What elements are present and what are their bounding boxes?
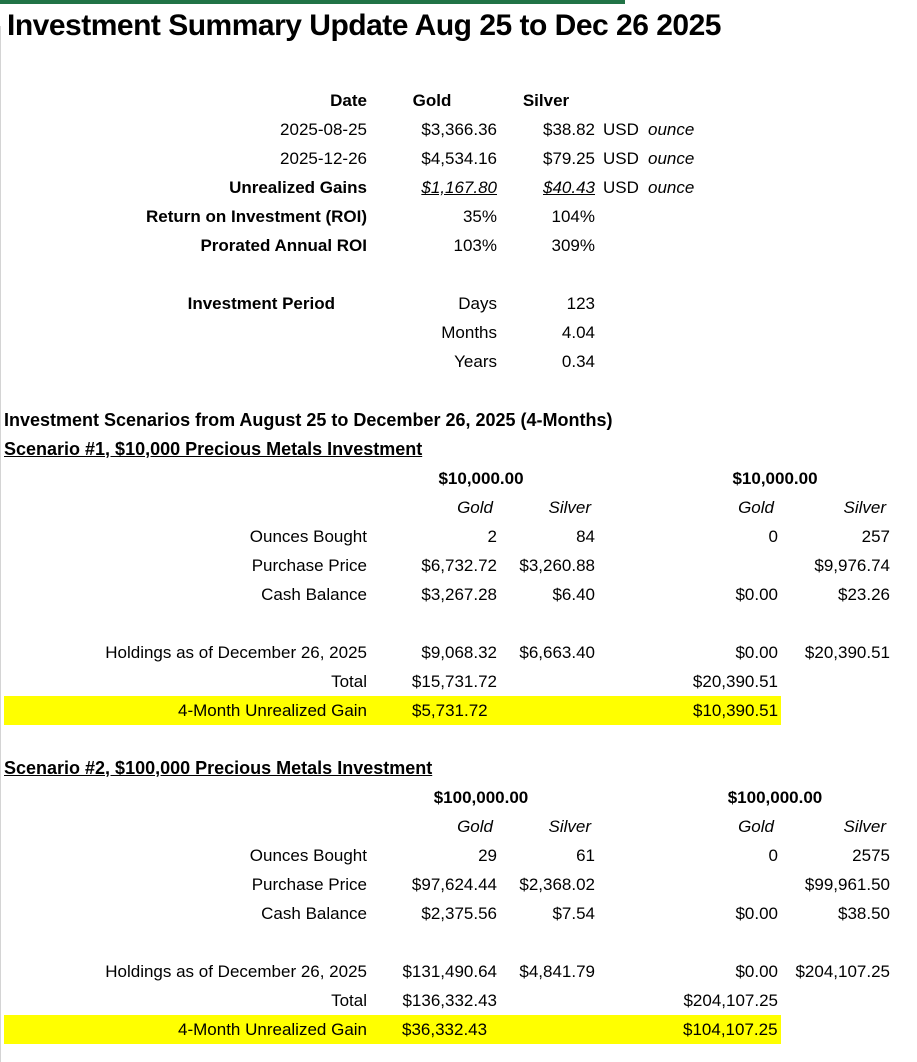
scenario-title: Scenario #1, $10,000 Precious Metals Investment — [4, 439, 423, 459]
annual-roi-label: Prorated Annual ROI — [200, 236, 367, 255]
gain-label: 4-Month Unrealized Gain — [178, 1020, 367, 1039]
amount-header-row — [0, 783, 917, 812]
spacer-cell — [595, 289, 648, 318]
row-label: Total — [331, 991, 367, 1010]
spacer-cell — [648, 347, 917, 376]
period-unit-cell: Months — [441, 323, 497, 342]
summary-table — [0, 86, 917, 260]
row-label: Cash Balance — [261, 585, 367, 604]
value-cell: $0.00 — [735, 904, 778, 923]
spacer-cell — [595, 986, 660, 1015]
value-cell: $131,490.64 — [402, 962, 497, 981]
gain-cell: $5,731.72 — [412, 701, 488, 720]
total-cell: $204,107.25 — [683, 991, 778, 1010]
value-cell: $6,732.72 — [421, 556, 497, 575]
spacer-cell — [648, 231, 917, 260]
table-row — [0, 638, 917, 667]
spacer-cell — [497, 696, 595, 725]
period-value-cell: 0.34 — [561, 352, 595, 371]
value-cell: $4,841.79 — [519, 962, 595, 981]
table-row — [0, 144, 917, 173]
gold-col-header: Gold — [457, 817, 493, 836]
silver-roi-cell: 104% — [551, 207, 595, 226]
spacer-cell — [648, 318, 917, 347]
value-cell — [660, 870, 778, 899]
spacer-cell — [497, 986, 595, 1015]
period-unit-cell: Years — [454, 352, 497, 371]
spacer-cell — [778, 667, 890, 696]
table-row — [0, 231, 917, 260]
table-row — [0, 986, 917, 1015]
table-row — [0, 115, 917, 144]
table-row — [0, 899, 917, 928]
unit-cell: ounce — [648, 149, 695, 168]
table-row — [0, 289, 917, 318]
unrealized-gain-row — [0, 696, 917, 725]
value-cell: $7.54 — [552, 904, 595, 923]
unrealized-gain-row — [0, 1015, 917, 1044]
spacer-cell — [595, 957, 660, 986]
spacer-cell — [595, 870, 660, 899]
value-cell: $0.00 — [735, 962, 778, 981]
spacer-cell — [595, 202, 648, 231]
gold-gain-cell: $1,167.80 — [421, 178, 497, 197]
currency-cell: USD — [603, 178, 639, 197]
top-accent-bar — [0, 0, 625, 4]
date-cell: 2025-08-25 — [280, 120, 367, 139]
value-cell: $0.00 — [735, 643, 778, 662]
spacer-cell — [595, 667, 660, 696]
gain-cell: $10,390.51 — [693, 701, 779, 720]
table-row — [0, 522, 917, 551]
silver-col-header: Silver — [548, 817, 591, 836]
spacer-cell — [778, 986, 890, 1015]
value-cell: $38.50 — [838, 904, 890, 923]
spacer-cell — [497, 667, 595, 696]
silver-col-header: Silver — [843, 498, 886, 517]
spacer-cell — [595, 522, 660, 551]
metal-header-row — [0, 812, 917, 841]
period-value-cell: 4.04 — [561, 323, 595, 342]
row-label: Total — [331, 672, 367, 691]
silver-price-cell: $38.82 — [543, 120, 595, 139]
spacer-cell — [0, 493, 367, 522]
table-row — [0, 841, 917, 870]
gain-cell: $104,107.25 — [683, 1020, 778, 1039]
table-row — [0, 173, 917, 202]
row-label: Purchase Price — [251, 875, 367, 894]
date-cell: 2025-12-26 — [280, 149, 367, 168]
spacer-cell — [595, 812, 660, 841]
table-row — [0, 957, 917, 986]
value-cell: $20,390.51 — [804, 643, 890, 662]
value-cell: $9,976.74 — [814, 556, 890, 575]
spacer-cell — [595, 841, 660, 870]
spacer-cell — [595, 493, 660, 522]
spacer-cell — [0, 347, 367, 376]
spacer-cell — [497, 1015, 595, 1044]
spacer-cell — [595, 318, 648, 347]
investment-amount-left: $10,000.00 — [438, 469, 524, 488]
investment-period-label: Investment Period — [187, 294, 335, 313]
table-row — [0, 347, 917, 376]
investment-period-table — [0, 289, 917, 376]
metal-header-row — [0, 493, 917, 522]
investment-amount-right: $10,000.00 — [732, 469, 818, 488]
value-cell: $3,267.28 — [421, 585, 497, 604]
value-cell: $3,260.88 — [519, 556, 595, 575]
value-cell: $99,961.50 — [804, 875, 890, 894]
value-cell: $2,375.56 — [421, 904, 497, 923]
spacer-cell — [595, 638, 660, 667]
summary-header-row — [0, 86, 917, 115]
row-label: Purchase Price — [251, 556, 367, 575]
unit-cell: ounce — [648, 178, 695, 197]
scenario-title: Scenario #2, $100,000 Precious Metals Investment — [4, 758, 433, 778]
investment-amount-right: $100,000.00 — [727, 788, 823, 807]
gold-price-cell: $3,366.36 — [421, 120, 497, 139]
silver-column-header: Silver — [522, 91, 570, 110]
table-row — [0, 580, 917, 609]
total-cell: $136,332.43 — [402, 991, 497, 1010]
spacer-cell — [595, 1015, 660, 1044]
row-label: Holdings as of December 26, 2025 — [105, 962, 367, 981]
table-row — [0, 667, 917, 696]
spacer-cell — [778, 696, 890, 725]
gold-roi-cell: 35% — [462, 207, 497, 226]
gold-col-header: Gold — [738, 498, 774, 517]
row-label: Holdings as of December 26, 2025 — [105, 643, 367, 662]
total-cell: $20,390.51 — [692, 672, 778, 691]
spacer-cell — [595, 347, 648, 376]
value-cell: 2575 — [852, 846, 890, 865]
scenarios-heading: Investment Scenarios from August 25 to December 26, 2025 (4-Months) — [4, 410, 613, 430]
spacer-cell — [0, 812, 367, 841]
gold-col-header: Gold — [457, 498, 493, 517]
value-cell: 29 — [478, 846, 497, 865]
silver-col-header: Silver — [843, 817, 886, 836]
spacer-cell — [648, 86, 917, 115]
spacer-cell — [595, 696, 660, 725]
value-cell — [660, 551, 778, 580]
gold-col-header: Gold — [738, 817, 774, 836]
gold-annual-roi-cell: 103% — [453, 236, 497, 255]
value-cell: 84 — [576, 527, 595, 546]
value-cell: 61 — [576, 846, 595, 865]
row-label: Ounces Bought — [249, 527, 367, 546]
spacer-cell — [595, 580, 660, 609]
spacer-cell — [595, 551, 660, 580]
gold-column-header: Gold — [412, 91, 452, 110]
scenario-2-section — [0, 754, 917, 1044]
gold-price-cell: $4,534.16 — [421, 149, 497, 168]
unrealized-gains-label: Unrealized Gains — [229, 178, 367, 197]
silver-col-header: Silver — [548, 498, 591, 517]
period-unit-cell: Days — [458, 294, 497, 313]
table-row — [0, 318, 917, 347]
value-cell: $6.40 — [552, 585, 595, 604]
currency-cell: USD — [603, 149, 639, 168]
value-cell: $23.26 — [838, 585, 890, 604]
value-cell: 257 — [861, 527, 890, 546]
value-cell: $9,068.32 — [421, 643, 497, 662]
investment-amount-left: $100,000.00 — [433, 788, 529, 807]
value-cell: $204,107.25 — [795, 962, 890, 981]
spacer-cell — [0, 318, 367, 347]
total-cell: $15,731.72 — [411, 672, 497, 691]
value-cell: 2 — [487, 527, 497, 546]
date-column-header: Date — [330, 91, 367, 110]
page-title: Investment Summary Update Aug 25 to Dec 26 2025 — [7, 9, 721, 42]
unit-cell: ounce — [648, 120, 695, 139]
silver-price-cell: $79.25 — [543, 149, 595, 168]
blank-row — [0, 609, 917, 638]
silver-gain-cell: $40.43 — [543, 178, 595, 197]
spacer-cell — [595, 899, 660, 928]
gain-cell: $36,332.43 — [402, 1020, 488, 1039]
row-label: Ounces Bought — [249, 846, 367, 865]
roi-label: Return on Investment (ROI) — [145, 207, 367, 226]
value-cell: $6,663.40 — [519, 643, 595, 662]
currency-cell: USD — [603, 120, 639, 139]
value-cell: $0.00 — [735, 585, 778, 604]
value-cell: $2,368.02 — [519, 875, 595, 894]
spacer-cell — [648, 289, 917, 318]
value-cell: 0 — [768, 527, 778, 546]
table-row — [0, 202, 917, 231]
spacer-cell — [778, 1015, 890, 1044]
amount-header-row — [0, 464, 917, 493]
value-cell: $97,624.44 — [411, 875, 497, 894]
spacer-cell — [595, 231, 648, 260]
row-label: Cash Balance — [261, 904, 367, 923]
scenario-1-section — [0, 435, 917, 725]
spacer-cell — [648, 202, 917, 231]
silver-annual-roi-cell: 309% — [551, 236, 595, 255]
period-value-cell: 123 — [566, 294, 595, 313]
table-row — [0, 551, 917, 580]
value-cell: 0 — [768, 846, 778, 865]
blank-row — [0, 928, 917, 957]
gain-label: 4-Month Unrealized Gain — [178, 701, 367, 720]
table-row — [0, 870, 917, 899]
spacer-cell — [595, 86, 648, 115]
